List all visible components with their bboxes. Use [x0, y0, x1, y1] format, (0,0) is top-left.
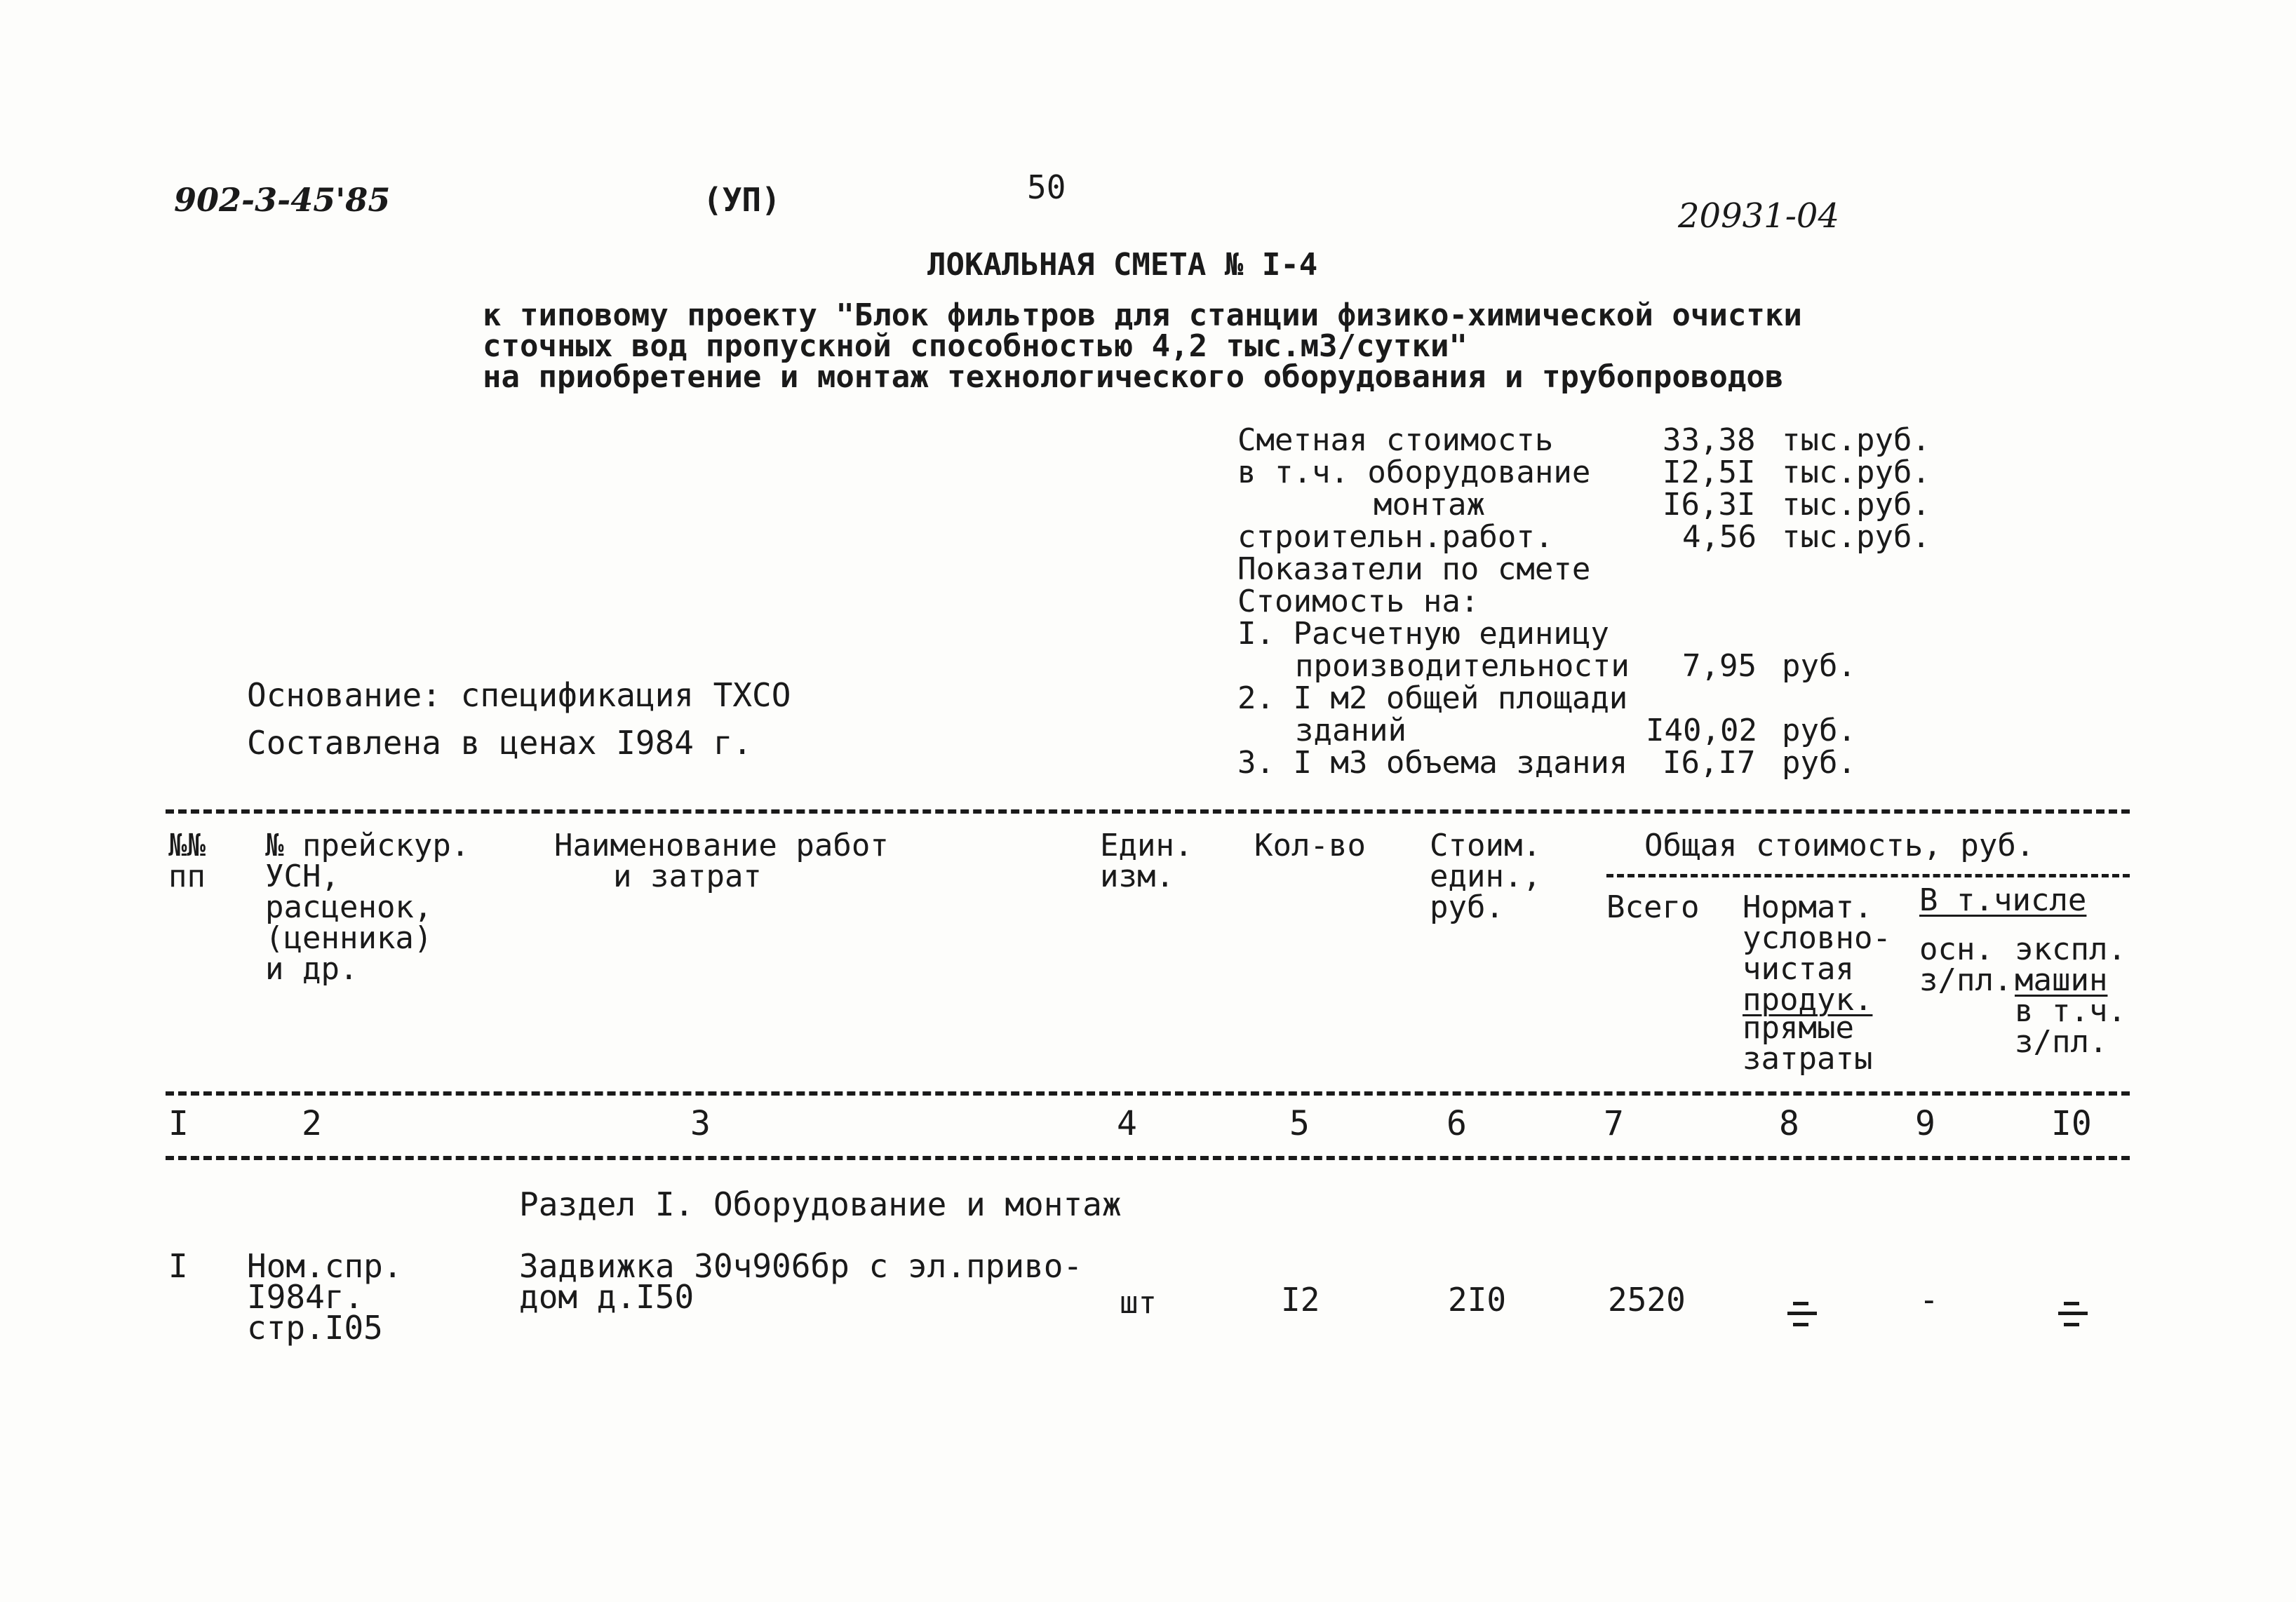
header-col-10-line-4: з/пл. — [2015, 1024, 2108, 1060]
header-bottom-rule — [166, 1091, 2130, 1096]
column-number-8: 8 — [1779, 1104, 1799, 1143]
indicator-3-value: I6,I7 — [1663, 745, 1756, 781]
header-col-7: Всего — [1606, 889, 1700, 925]
header-col-2-line-5: и др. — [265, 951, 358, 987]
header-col-8-line-2: условно- — [1743, 920, 1891, 956]
indicator-1-value: 7,95 — [1682, 648, 1757, 684]
estimate-unit: тыс.руб. — [1782, 422, 1931, 458]
equipment-value: I2,5I — [1663, 455, 1756, 490]
equipment-label: в т.ч. оборудование — [1237, 455, 1591, 490]
page-number: 50 — [1027, 168, 1066, 206]
estimate-label: Сметная стоимость — [1237, 422, 1554, 458]
header-col-1-line-2: пп — [168, 859, 206, 894]
basis-line-1: Основание: спецификация ТХСО — [247, 676, 791, 714]
header-total-rule — [1606, 874, 2130, 877]
row-ref-line-2: I984г. — [247, 1278, 364, 1316]
indicators-label: Показатели по смете — [1237, 551, 1591, 587]
header-col-2-line-4: (ценника) — [265, 920, 433, 956]
header-col-4-line-1: Един. — [1100, 828, 1193, 863]
header-col-2-line-3: расценок, — [265, 889, 433, 925]
column-number-4: 4 — [1117, 1104, 1137, 1143]
cost-per-label: Стоимость на: — [1237, 584, 1479, 619]
stamp: (УП) — [703, 181, 781, 219]
archive-number: 20931-04 — [1678, 196, 1839, 236]
title-line-3: на приобретение и монтаж технологического оборудования и трубопроводов — [483, 359, 1784, 395]
table-top-rule — [166, 809, 2130, 814]
page-title: ЛОКАЛЬНАЯ СМЕТА № I-4 — [927, 247, 1318, 283]
equipment-unit: тыс.руб. — [1782, 455, 1931, 490]
header-col-2-line-1: № прейскур. — [265, 828, 470, 863]
header-col-9-line-1: осн. — [1919, 931, 1994, 967]
column-number-2: 2 — [302, 1104, 322, 1143]
header-col-1-line-1: №№ — [168, 828, 206, 863]
row-ref-line-3: стр.I05 — [247, 1309, 383, 1347]
row-unit: шт — [1120, 1285, 1157, 1321]
column-number-7: 7 — [1604, 1104, 1624, 1143]
column-number-1: I — [168, 1104, 189, 1143]
basis-line-2: Составлена в ценах I984 г. — [247, 724, 753, 762]
indicator-3-unit: руб. — [1782, 745, 1856, 781]
row-col-9: - — [1919, 1281, 1939, 1319]
header-col-6-line-3: руб. — [1430, 889, 1504, 925]
header-col-4-line-2: изм. — [1100, 859, 1174, 894]
header-col-3-line-1: Наименование работ — [554, 828, 889, 863]
column-number-10: I0 — [2051, 1104, 2092, 1143]
header-col-10-line-2: машин — [2015, 962, 2108, 998]
row-ref-line-1: Ном.спр. — [247, 1247, 403, 1285]
indicator-1-line-2: производительности — [1295, 648, 1630, 684]
column-number-6: 6 — [1446, 1104, 1467, 1143]
install-value: I6,3I — [1663, 487, 1756, 523]
header-col-3-line-2: и затрат — [613, 859, 762, 894]
row-name-line-1: Задвижка 30ч906бр с эл.приво- — [519, 1247, 1083, 1285]
row-col-8-dash-mark — [1783, 1299, 1821, 1327]
header-col-10-line-1: экспл. — [2015, 931, 2126, 967]
header-incl-group: В т.числе — [1919, 882, 2087, 918]
header-col-8-line-1: Нормат. — [1743, 889, 1873, 925]
indicator-2-line-1: 2. I м2 общей площади — [1237, 680, 1628, 716]
header-col-8-line-5: прямые — [1743, 1010, 1854, 1046]
title-line-1: к типовому проекту "Блок фильтров для станции физико-химической очистки — [483, 297, 1802, 333]
header-col-2-line-2: УСН, — [265, 859, 340, 894]
indicator-2-value: I40,02 — [1646, 713, 1757, 748]
title-line-2: сточных вод пропускной способностью 4,2 тыс.м3/сутки" — [483, 328, 1468, 364]
row-price: 2I0 — [1448, 1281, 1507, 1319]
construction-unit: тыс.руб. — [1782, 519, 1931, 555]
row-number: I — [168, 1247, 188, 1285]
header-col-9-line-2: з/пл. — [1919, 962, 2013, 998]
row-total: 2520 — [1608, 1281, 1686, 1319]
column-numbers-rule — [166, 1156, 2130, 1160]
column-number-9: 9 — [1915, 1104, 1935, 1143]
header-col-8-line-6: затраты — [1743, 1041, 1873, 1077]
row-col-10-dash-mark — [2054, 1299, 2092, 1327]
indicator-2-unit: руб. — [1782, 713, 1856, 748]
header-total-group: Общая стоимость, руб. — [1644, 828, 2035, 863]
header-col-6-line-2: един., — [1430, 859, 1541, 894]
row-name-line-2: дом д.I50 — [519, 1278, 694, 1316]
install-label: монтаж — [1374, 487, 1485, 523]
indicator-1-line-1: I. Расчетную единицу — [1237, 616, 1609, 652]
column-number-5: 5 — [1289, 1104, 1310, 1143]
header-col-8-line-4: продук. — [1743, 982, 1873, 1018]
header-col-6-line-1: Стоим. — [1430, 828, 1541, 863]
indicator-1-unit: руб. — [1782, 648, 1856, 684]
row-qty: I2 — [1281, 1281, 1320, 1319]
column-number-3: 3 — [690, 1104, 711, 1143]
doc-code: 902-3-45'85 — [174, 181, 391, 219]
header-col-8-line-3: чистая — [1743, 951, 1854, 987]
header-col-5: Кол-во — [1254, 828, 1366, 863]
construction-label: строительн.работ. — [1237, 519, 1554, 555]
install-unit: тыс.руб. — [1782, 487, 1931, 523]
indicator-3-line: 3. I м3 объема здания — [1237, 745, 1628, 781]
estimate-value: 33,38 — [1663, 422, 1756, 458]
header-col-10-line-3: в т.ч. — [2015, 993, 2126, 1029]
construction-value: 4,56 — [1682, 519, 1757, 555]
indicator-2-line-2: зданий — [1295, 713, 1407, 748]
section-heading: Раздел I. Оборудование и монтаж — [519, 1185, 1122, 1223]
